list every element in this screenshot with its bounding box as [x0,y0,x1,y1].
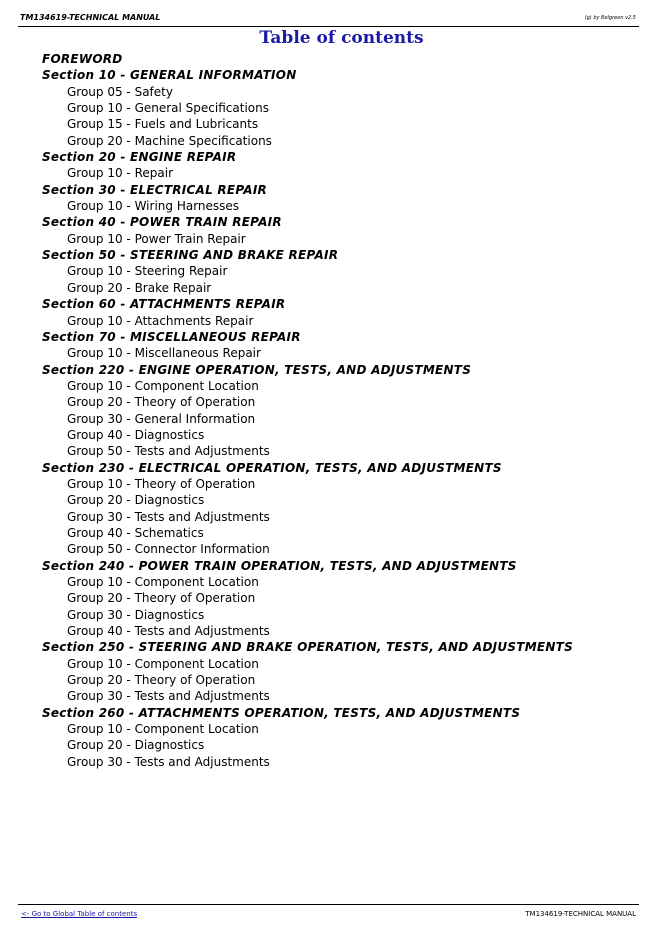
toc-group-link[interactable]: Group 10 - Wiring Harnesses [67,199,240,214]
toc-group-link[interactable]: Group 40 - Tests and Adjustments [67,624,270,639]
toc-section-link[interactable]: Section 230 - ELECTRICAL OPERATION, TESTS, AND ADJUSTMENTS [42,460,502,475]
toc-group-link[interactable]: Group 40 - Diagnostics [67,427,205,442]
toc-group-link[interactable]: Group 50 - Tests and Adjustments [67,444,270,459]
toc-group-link[interactable]: Group 10 - Attachments Repair [67,313,254,328]
toc-group-link[interactable]: Group 15 - Fuels and Lubricants [67,117,259,132]
toc-group-link[interactable]: Group 30 - Tests and Adjustments [67,509,270,524]
toc-group-link[interactable]: Group 20 - Diagnostics [67,493,205,508]
credit-text: (g) by Belgreen v2.5 [584,15,636,21]
page-title: Table of contents [259,28,424,48]
toc-group-link[interactable]: Group 10 - Component Location [67,656,259,671]
toc-group-link[interactable]: Group 10 - Steering Repair [67,264,228,279]
toc-group-link[interactable]: Group 10 - Miscellaneous Repair [67,346,261,361]
toc-group-link[interactable]: Group 10 - Theory of Operation [67,476,256,491]
page-header [18,10,639,27]
toc-section-link[interactable]: Section 20 - ENGINE REPAIR [42,150,237,165]
footer-manual-title: TM134619-TECHNICAL MANUAL [525,910,636,918]
manual-title: TM134619-TECHNICAL MANUAL [20,13,161,22]
toc-group-link[interactable]: Group 10 - Repair [67,166,173,181]
toc-group-link[interactable]: Group 20 - Theory of Operation [67,673,256,688]
toc-group-link[interactable]: Group 20 - Theory of Operation [67,395,256,410]
toc-group-link[interactable]: Group 10 - Component Location [67,575,259,589]
toc-group-link[interactable]: Group 30 - Diagnostics [67,607,205,622]
toc-section-link[interactable]: Section 30 - ELECTRICAL REPAIR [42,182,268,197]
toc-group-link[interactable]: Group 10 - Component Location [67,722,259,737]
toc-group-link[interactable]: Group 20 - Brake Repair [67,280,212,295]
toc-section-link[interactable]: FOREWORD [42,52,123,66]
toc-section-link[interactable]: Section 40 - POWER TRAIN REPAIR [42,215,282,230]
toc-group-link[interactable]: Group 10 - Power Train Repair [67,231,246,246]
toc-group-link[interactable]: Group 10 - General Specifications [67,101,269,116]
toc-group-link[interactable]: Group 40 - Schematics [67,525,204,540]
toc-group-link[interactable]: Group 05 - Safety [67,84,173,99]
toc-group-link[interactable]: Group 20 - Diagnostics [67,738,205,753]
toc-group-link[interactable]: Group 20 - Machine Specifications [67,133,272,148]
toc-section-link[interactable]: Section 250 - STEERING AND BRAKE OPERATION, TESTS, AND ADJUSTMENTS [42,640,573,655]
toc-section-link[interactable]: Section 10 - GENERAL INFORMATION [42,68,297,83]
toc-section-link[interactable]: Section 60 - ATTACHMENTS REPAIR [42,297,286,312]
toc-section-link[interactable]: Section 70 - MISCELLANEOUS REPAIR [42,329,301,344]
toc-section-link[interactable]: Section 240 - POWER TRAIN OPERATION, TESTS, AND ADJUSTMENTS [42,558,517,573]
toc-section-link[interactable]: Section 260 - ATTACHMENTS OPERATION, TESTS, AND ADJUSTMENTS [42,705,521,720]
toc-section-link[interactable]: Section 220 - ENGINE OPERATION, TESTS, AND ADJUSTMENTS [42,362,472,377]
page-footer [18,904,639,925]
global-toc-link[interactable]: <- Go to Global Table of contents [21,910,138,918]
toc-group-link[interactable]: Group 10 - Component Location [67,378,259,393]
toc-group-link[interactable]: Group 30 - Tests and Adjustments [67,754,270,769]
table-of-contents [42,51,573,770]
toc-group-link[interactable]: Group 50 - Connector Information [67,542,270,557]
toc-group-link[interactable]: Group 30 - General Information [67,411,256,426]
toc-section-link[interactable]: Section 50 - STEERING AND BRAKE REPAIR [42,248,339,263]
toc-group-link[interactable]: Group 30 - Tests and Adjustments [67,689,270,704]
toc-group-link[interactable]: Group 20 - Theory of Operation [67,591,256,606]
